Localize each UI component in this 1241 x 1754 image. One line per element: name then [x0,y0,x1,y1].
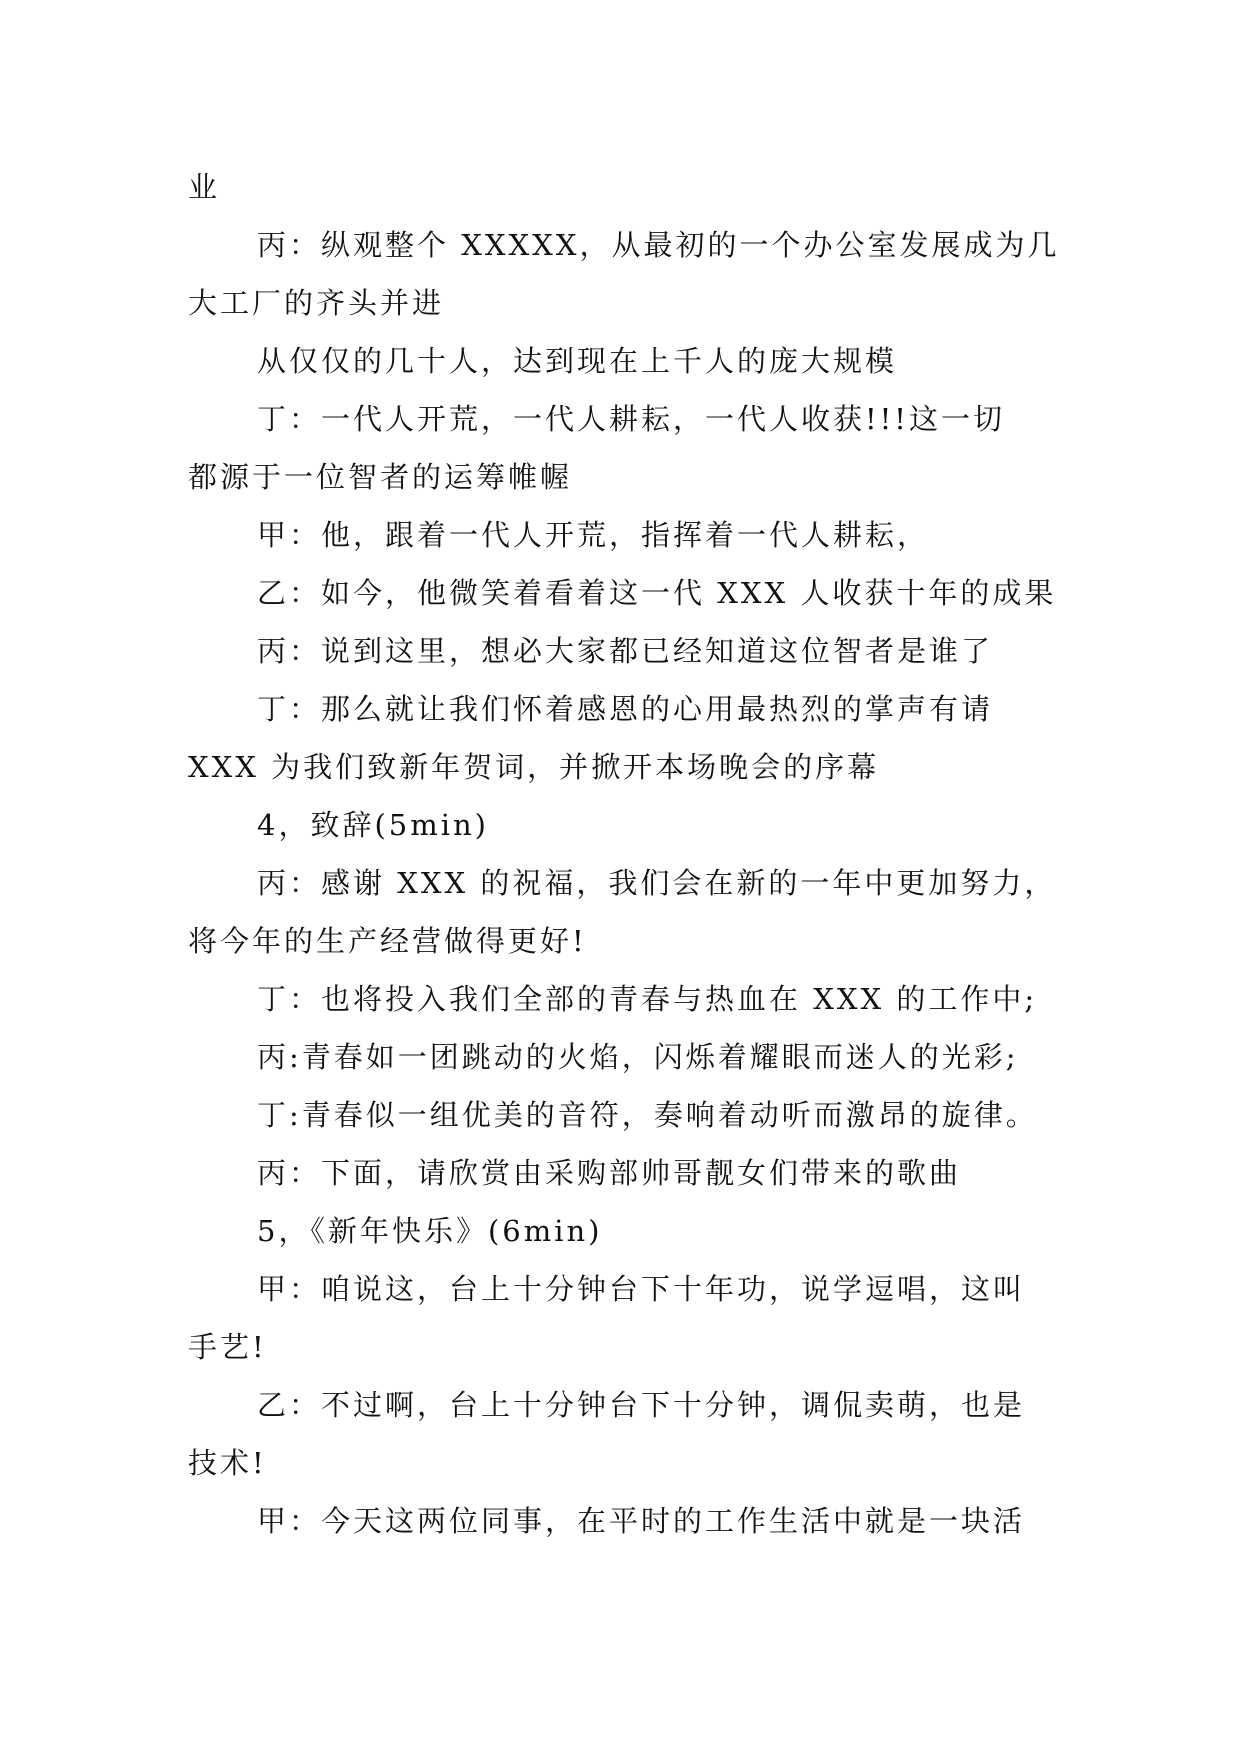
text-line: 手艺! [188,1330,267,1364]
text-line: 技术! [188,1446,267,1480]
text-line: 都源于一位智者的运筹帷幄 [188,460,573,494]
text-line: 甲：他，跟着一代人开荒，指挥着一代人耕耘， [257,518,930,552]
text-line: 乙：如今，他微笑着看着这一代 XXX 人收获十年的成果 [257,576,1057,610]
text-line: 大工厂的齐头并进 [188,286,445,320]
text-line: 将今年的生产经营做得更好! [188,924,587,958]
text-line: 从仅仅的几十人，达到现在上千人的庞大规模 [257,344,898,378]
text-line: 甲：咱说这，台上十分钟台下十年功，说学逗唱，这叫 [257,1272,1026,1306]
text-line: 乙：不过啊，台上十分钟台下十分钟，调侃卖萌，也是 [257,1388,1026,1422]
text-line: 4，致辞(5min) [257,808,489,842]
text-line: XXX 为我们致新年贺词，并掀开本场晚会的序幕 [188,750,880,784]
text-line: 甲：今天这两位同事，在平时的工作生活中就是一块活 [257,1504,1026,1538]
text-line: 丙:青春如一团跳动的火焰，闪烁着耀眼而迷人的光彩; [257,1040,1019,1074]
text-line: 丁：一代人开荒，一代人耕耘，一代人收获!!!这一切 [257,402,1005,436]
text-line: 丙：下面，请欣赏由采购部帅哥靓女们带来的歌曲 [257,1156,962,1190]
text-line: 丙：感谢 XXX 的祝福，我们会在新的一年中更加努力， [257,866,1057,900]
text-line: 丁：也将投入我们全部的青春与热血在 XXX 的工作中; [257,982,1038,1016]
text-line: 丙：说到这里，想必大家都已经知道这位智者是谁了 [257,634,994,668]
text-line: 丁:青春似一组优美的音符，奏响着动听而激昂的旋律。 [257,1098,1038,1132]
text-line: 业 [188,170,221,204]
text-line: 丙：纵观整个 XXXXX，从最初的一个办公室发展成为几 [257,228,1060,262]
document-body [188,158,1060,1550]
text-line: 丁：那么就让我们怀着感恩的心用最热烈的掌声有请 [257,692,994,726]
text-line: 5，《新年快乐》(6min) [257,1214,603,1248]
